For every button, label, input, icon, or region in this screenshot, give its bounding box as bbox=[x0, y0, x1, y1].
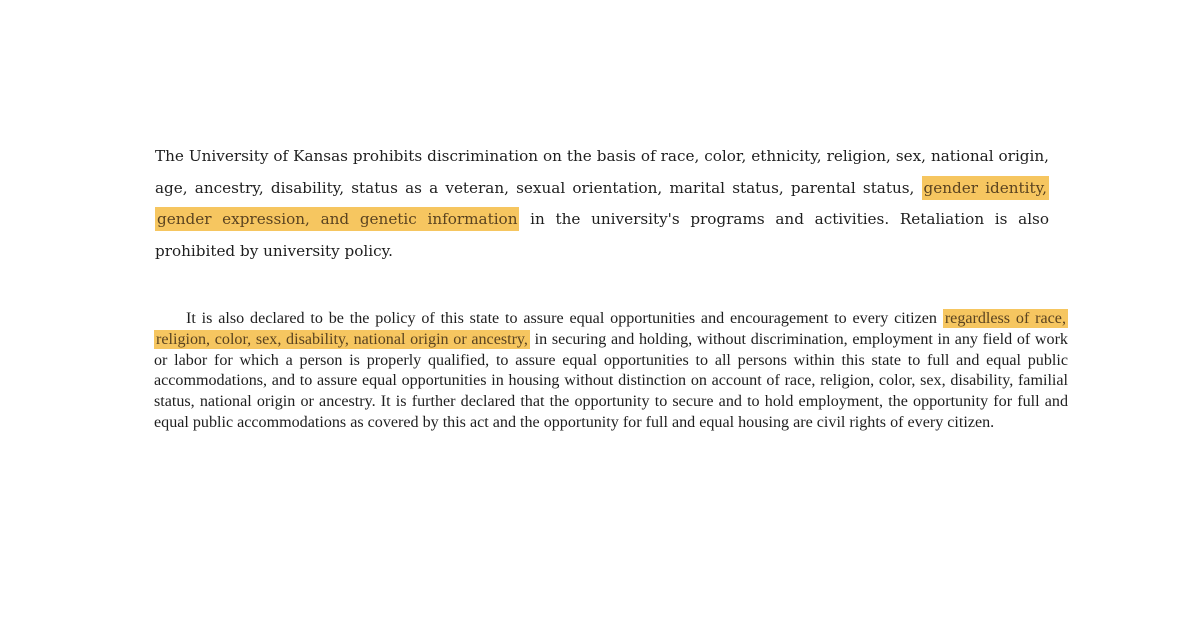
state-act-text-after-highlight: in securing and holding, without discrimination, employment in any field of work or labor for which a person is properly qualified, to assure equal opportunities to all persons within this state to full and equal public accommodations, and to assure equal opportunities in housing without distinction on account of race, religion, color, sex, disability, familial status, national origin or ancestry. It is further declared that the opportunity to secure and to hold employment, the opportunity for full and equal public accommodations as covered by this act and the opportunity for full and equal housing are civil rights of every citizen. bbox=[154, 330, 1068, 431]
ku-policy-excerpt bbox=[155, 141, 1049, 268]
ku-policy-text-before-highlight: The University of Kansas prohibits discrimination on the basis of race, color, ethnicity, religion, sex, national origin, age, ancestry, disability, status as a veteran, sexual orientation, marital status, parental status, bbox=[155, 147, 1049, 197]
state-act-text-before-highlight: It is also declared to be the policy of this state to assure equal opportunities and encouragement to every citizen bbox=[186, 310, 943, 327]
ku-policy-highlighted-text: gender identity, gender expression, and genetic information bbox=[155, 176, 1049, 232]
state-act-highlighted-text: regardless of race, religion, color, sex, disability, national origin or ancestry, bbox=[156, 310, 1066, 348]
state-act-excerpt bbox=[154, 309, 1068, 434]
ku-policy-text-after-highlight: in the university's programs and activities. Retaliation is also prohibited by university policy. bbox=[155, 210, 1049, 261]
